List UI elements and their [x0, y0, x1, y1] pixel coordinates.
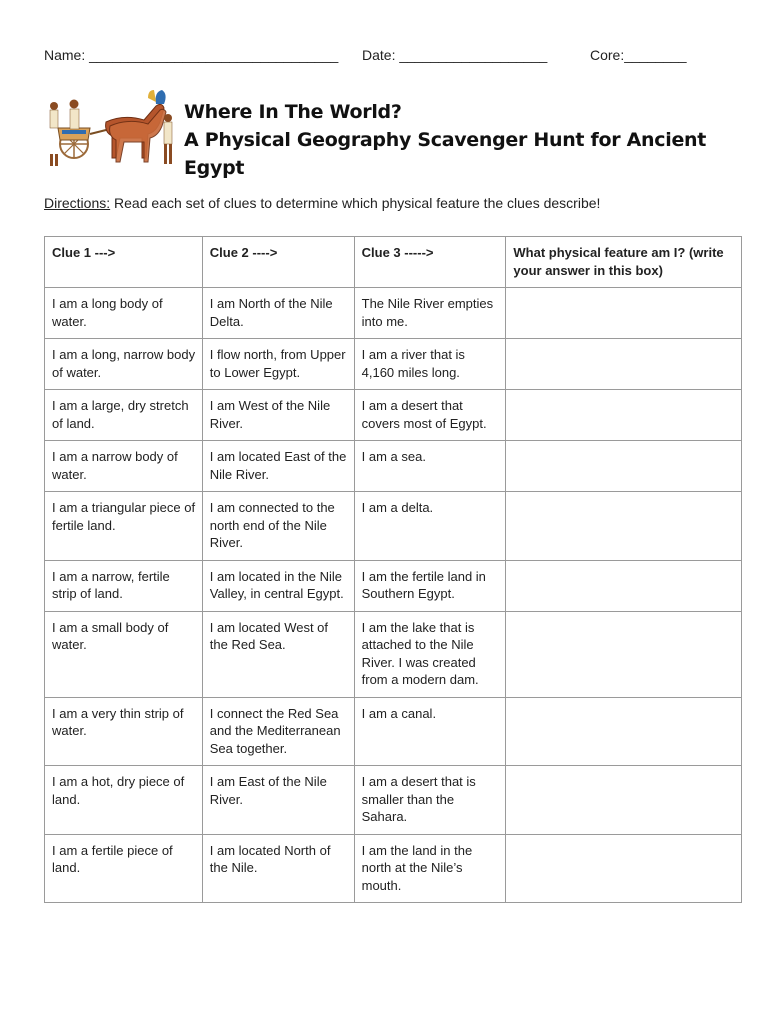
clue-3-cell: I am a canal.: [354, 697, 506, 766]
clue-table: [44, 236, 742, 903]
clue-2-cell: I am located East of the Nile River.: [202, 441, 354, 492]
header-clue-2: Clue 2 ---->: [202, 237, 354, 288]
header-clue-3: Clue 3 ----->: [354, 237, 506, 288]
clue-1-cell: I am a small body of water.: [45, 611, 203, 697]
page-title: [184, 98, 734, 182]
directions-label: Directions:: [44, 195, 111, 211]
clue-2-cell: I am connected to the north end of the Nile River.: [202, 492, 354, 561]
core-field[interactable]: Core:________: [590, 47, 687, 63]
clue-1-cell: I am a narrow, fertile strip of land.: [45, 560, 203, 611]
answer-cell[interactable]: [506, 339, 742, 390]
clue-1-cell: I am a large, dry stretch of land.: [45, 390, 203, 441]
table-row: [45, 492, 742, 561]
table-row: [45, 697, 742, 766]
table-row: [45, 441, 742, 492]
table-row: [45, 766, 742, 835]
answer-cell[interactable]: [506, 560, 742, 611]
answer-cell[interactable]: [506, 441, 742, 492]
clue-1-cell: I am a very thin strip of water.: [45, 697, 203, 766]
date-field[interactable]: Date: ___________________: [362, 47, 548, 63]
answer-cell[interactable]: [506, 611, 742, 697]
table-row: [45, 288, 742, 339]
clue-1-cell: I am a hot, dry piece of land.: [45, 766, 203, 835]
clue-3-cell: I am a desert that is smaller than the Sahara.: [354, 766, 506, 835]
table-header-row: [45, 237, 742, 288]
table-row: [45, 560, 742, 611]
clue-3-cell: The Nile River empties into me.: [354, 288, 506, 339]
clue-2-cell: I flow north, from Upper to Lower Egypt.: [202, 339, 354, 390]
clue-3-cell: I am a sea.: [354, 441, 506, 492]
clue-3-cell: I am the fertile land in Southern Egypt.: [354, 560, 506, 611]
clue-2-cell: I connect the Red Sea and the Mediterranean Sea together.: [202, 697, 354, 766]
name-field[interactable]: Name: ________________________________: [44, 47, 339, 63]
directions-text: Read each set of clues to determine which physical feature the clues describe!: [110, 195, 601, 211]
table-row: [45, 390, 742, 441]
header-answer: What physical feature am I? (write your answer in this box): [506, 237, 742, 288]
clue-3-cell: I am a river that is 4,160 miles long.: [354, 339, 506, 390]
clue-2-cell: I am East of the Nile River.: [202, 766, 354, 835]
clue-2-cell: I am West of the Nile River.: [202, 390, 354, 441]
clue-3-cell: I am a delta.: [354, 492, 506, 561]
title-line-1: Where In The World?: [184, 101, 402, 123]
clue-2-cell: I am located North of the Nile.: [202, 834, 354, 903]
title-block: [44, 88, 734, 179]
egyptian-chariot-illustration: [44, 88, 177, 168]
clue-1-cell: I am a triangular piece of fertile land.: [45, 492, 203, 561]
table-row: [45, 611, 742, 697]
answer-cell[interactable]: [506, 390, 742, 441]
clue-3-cell: I am a desert that covers most of Egypt.: [354, 390, 506, 441]
header-clue-1: Clue 1 --->: [45, 237, 203, 288]
clue-1-cell: I am a long, narrow body of water.: [45, 339, 203, 390]
clue-2-cell: I am located in the Nile Valley, in central Egypt.: [202, 560, 354, 611]
clue-1-cell: I am a fertile piece of land.: [45, 834, 203, 903]
answer-cell[interactable]: [506, 766, 742, 835]
answer-cell[interactable]: [506, 834, 742, 903]
clue-2-cell: I am North of the Nile Delta.: [202, 288, 354, 339]
clue-1-cell: I am a long body of water.: [45, 288, 203, 339]
table-row: [45, 834, 742, 903]
answer-cell[interactable]: [506, 492, 742, 561]
clue-3-cell: I am the land in the north at the Nile’s mouth.: [354, 834, 506, 903]
table-row: [45, 339, 742, 390]
clue-1-cell: I am a narrow body of water.: [45, 441, 203, 492]
clue-3-cell: I am the lake that is attached to the Nile River. I was created from a modern dam.: [354, 611, 506, 697]
answer-cell[interactable]: [506, 288, 742, 339]
directions: [44, 195, 600, 211]
title-line-2: A Physical Geography Scavenger Hunt for Ancient Egypt: [184, 129, 707, 179]
clue-2-cell: I am located West of the Red Sea.: [202, 611, 354, 697]
answer-cell[interactable]: [506, 697, 742, 766]
